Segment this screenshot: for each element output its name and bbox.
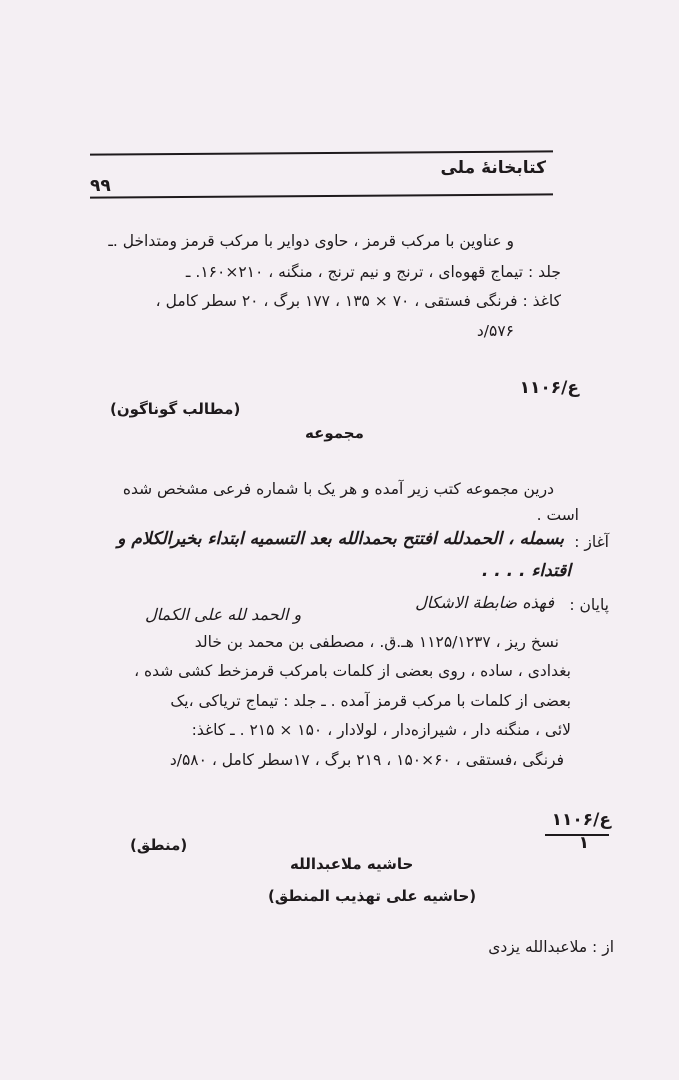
intro-line-2: جلد : تیماج قهوه‌ای ، ترنج و نیم ترنج ، منگنه ، ۲۱۰×۱۶۰. ـ	[185, 263, 561, 281]
entry1-subject: (مطالب گوناگون)	[110, 400, 241, 418]
page-number: ۹۹	[90, 176, 111, 196]
entry1-title: مجموعه	[305, 424, 364, 442]
intro-line-4: ۵۷۶/د	[476, 322, 514, 340]
entry2-subtitle: (حاشیه علی تهذیب المنطق)	[268, 887, 477, 905]
intro-line-1: و عناوین با مرکب قرمز ، حاوی دوایر با مرکب قرمز ومتداخل .ـ	[108, 232, 514, 250]
entry1-description-line-2: است .	[536, 506, 579, 524]
entry1-ending-label: پایان :	[569, 596, 609, 614]
entry2-ref-rule	[545, 834, 609, 836]
entry2-ref: ع/۱۱۰۶	[551, 810, 611, 830]
entry1-detail-line-4: لائی ، منگنه دار ، شیرازه‌دار ، لولادار ، ۱۵۰ × ۲۱۵ . ـ کاغذ:	[191, 721, 571, 739]
entry1-beginning-line-1: بسمله ، الحمدلله افتتح بحمدالله بعد التسمیه ابتداء بخیرالکلام و	[117, 529, 564, 549]
entry1-detail-line-3: بعضی از کلمات با مرکب قرمز آمده . ـ جلد : تیماج تریاکی ،یک	[170, 692, 571, 710]
entry1-detail-line-2: بغدادی ، ساده ، روی بعضی از کلمات بامرکب قرمزخط کشی شده ،	[134, 662, 571, 680]
entry1-beginning-line-2: اقتداء . . . .	[481, 561, 571, 581]
entry1-ending-part1: فهذه ضابطة الاشکال	[415, 593, 554, 612]
entry2-author-line: از : ملاعبدالله یزدی	[488, 938, 614, 956]
library-title: کتابخانهٔ ملی	[440, 158, 546, 178]
entry1-description-line-1: درین مجموعه کتب زیر آمده و هر یک با شماره فرعی مشخص شده	[122, 480, 554, 498]
entry1-detail-line-5: فرنگی ،فستقی ، ۶۰×۱۵۰ ، ۲۱۹ برگ ، ۱۷سطر کامل ، ۵۸۰/د	[169, 751, 564, 769]
entry1-detail-line-1: نسخ ریز ، ۱۱۲۵/۱۲۳۷ هـ.ق. ، مصطفی بن محمد بن خالد	[194, 633, 559, 651]
header-rule-top	[90, 150, 553, 155]
header-rule-bottom	[90, 193, 553, 198]
entry2-title: حاشیه ملاعبدالله	[290, 855, 414, 873]
entry1-beginning-label: آغاز :	[574, 533, 609, 551]
entry1-ending-part2: و الحمد لله علی الکمال	[145, 605, 302, 624]
intro-line-3: کاغذ : فرنگی فستقی ، ۷۰ × ۱۳۵ ، ۱۷۷ برگ ، ۲۰ سطر کامل ،	[155, 292, 561, 310]
entry2-sub-number: ۱	[578, 833, 589, 853]
entry2-subject: (منطق)	[130, 836, 188, 854]
entry1-ref: ع/۱۱۰۶	[519, 378, 579, 398]
